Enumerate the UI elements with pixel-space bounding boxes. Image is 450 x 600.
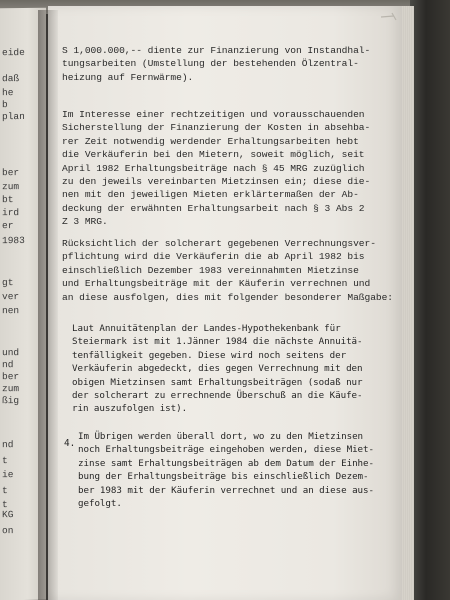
text-line: April 1982 Erhaltungsbeiträge nach § 45 MRG zuzüglich <box>62 162 365 174</box>
text-line: bung der Erhaltungsbeiträge bis einschließlich Dezem- <box>78 471 369 483</box>
text-line: Verkäuferin abgedeckt, dies gegen Verrechnung mit den <box>72 363 363 375</box>
page-stack-edge <box>402 6 414 600</box>
text-line: tungsarbeiten (Umstellung der bestehenden Ölzentral- <box>62 58 359 70</box>
text-line: Sicherstellung der Finanzierung der Kosten in absehba- <box>62 122 371 134</box>
text-line: ber 1983 mit der Käuferin verrechnet und an diese aus- <box>78 484 374 496</box>
paragraph-5 <box>78 430 390 510</box>
paragraph-3 <box>62 237 394 304</box>
left-page-fragment: ßig <box>2 395 20 407</box>
text-line: die Verkäuferin bei den Mietern, soweit möglich, seit <box>62 149 365 161</box>
left-page-fragment: und <box>2 347 20 359</box>
text-line: Z 3 MRG. <box>62 216 108 228</box>
left-page-fragment: he <box>2 87 14 99</box>
left-page-fragment: gt <box>2 277 14 289</box>
left-page-fragment: b <box>2 99 8 111</box>
pen-mark-icon <box>380 10 398 24</box>
left-page-fragment: plan <box>2 110 25 123</box>
book-spine-shadow <box>38 10 58 600</box>
left-page-fragment: KG <box>2 509 14 521</box>
text-line: obigen Mietzinsen samt Erhaltungsbeiträgen (sodaß nur <box>72 376 363 388</box>
left-page-fragment: nd <box>2 439 14 451</box>
left-page-fragment: ber <box>2 371 20 383</box>
text-line: der solcherart zu errechnende Überschuß an die Käufe- <box>72 390 363 402</box>
text-line: tenfälligkeit gegeben. Diese wird noch seitens der <box>72 349 347 361</box>
text-line: gefolgt. <box>78 498 122 510</box>
left-page-fragment: ie <box>2 469 14 481</box>
text-line: Rücksichtlich der solcherart gegebenen Verrechnungsver- <box>62 238 376 249</box>
text-line: heizung auf Fernwärme). <box>62 71 194 83</box>
text-line: und Erhaltungsbeiträge mit der Käuferin verrechnen und <box>62 278 371 290</box>
text-line: rin auszufolgen ist). <box>72 403 188 415</box>
left-page-fragment: zum <box>2 181 20 193</box>
text-line: rer Zeit notwendig werdender Erhaltungsarbeiten hebt <box>62 135 359 147</box>
left-page-fragment: nd <box>2 359 14 371</box>
text-line: einschließlich Dezember 1983 vereinnahmten Mietzinse <box>62 264 359 276</box>
left-page-fragment: nen <box>2 305 20 317</box>
item-number: 4. <box>64 438 76 449</box>
text-line: zu den jeweils vereinbarten Mietzinsen ein; diese die- <box>62 176 371 188</box>
left-page-fragment: t <box>2 485 8 497</box>
left-page-fragment: t <box>2 455 8 467</box>
left-page-fragment: eide <box>2 46 25 59</box>
left-page-fragment: t <box>2 499 8 511</box>
text-line: deckung der erwähnten Erhaltungsarbeit nach § 3 Abs 2 <box>62 202 365 214</box>
left-page-fragment: daß <box>2 73 20 85</box>
text-line: Im Übrigen werden überall dort, wo zu den Mietzinsen <box>78 431 364 442</box>
left-page-fragment: zum <box>2 383 20 395</box>
text-line: Im Interesse einer rechtzeitigen und vorausschauenden <box>62 109 365 120</box>
left-page-fragment: er <box>2 220 14 232</box>
text-line: an diese ausfolgen, dies mit folgender besonderer Maßgabe: <box>62 291 394 303</box>
desk-background-right <box>410 0 450 600</box>
left-page-fragment: bt <box>2 194 14 206</box>
left-page-fragment: ird <box>2 207 20 219</box>
paragraph-2 <box>62 108 382 229</box>
left-page-fragment: on <box>2 525 14 537</box>
paragraph-1 <box>62 44 382 84</box>
paragraph-4 <box>72 322 388 416</box>
left-page-fragment: ver <box>2 291 20 303</box>
left-page-fragment: 1983 <box>2 234 25 247</box>
text-line: pflichtung wird die Verkäuferin die ab April 1982 bis <box>62 251 365 263</box>
text-line: Laut Annuitätenplan der Landes-Hypothekenbank für <box>72 323 341 334</box>
text-line: zinse samt Erhaltungsbeiträgen ab dem Datum der Einhe- <box>78 457 374 469</box>
text-line: noch Erhaltungsbeiträge eingehoben werden, diese Miet- <box>78 444 374 456</box>
text-line: Steiermark ist mit 1.Jänner 1984 die nächste Annuitä- <box>72 336 363 348</box>
left-page-fragment: ber <box>2 167 20 179</box>
text-line: nen mit den jeweiligen Mieten erklärtermaßen der Ab- <box>62 189 359 201</box>
text-line: S 1,000.000,-- diente zur Finanzierung von Instandhal- <box>62 45 371 56</box>
